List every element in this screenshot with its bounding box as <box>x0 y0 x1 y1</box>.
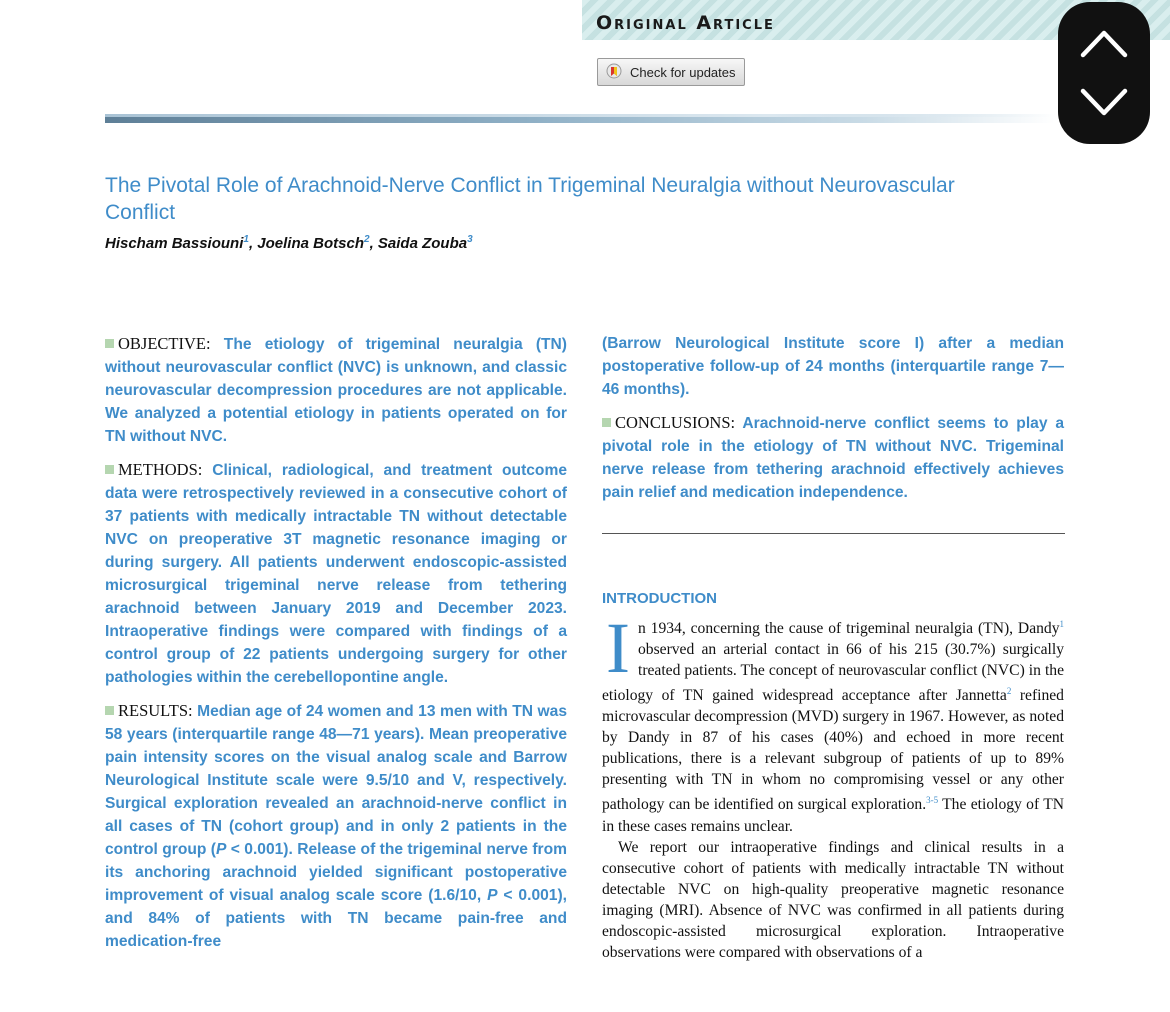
p-value-symbol: P <box>487 887 498 904</box>
header-rule-highlight <box>105 114 1055 117</box>
results-label: RESULTS: <box>118 701 193 720</box>
citation-ref[interactable]: 2 <box>1006 686 1012 697</box>
bullet-square-icon <box>105 706 114 715</box>
abstract-divider <box>602 533 1065 534</box>
page-nav-control <box>1058 2 1150 144</box>
citation-ref[interactable]: 3-5 <box>926 795 939 806</box>
article-title: The Pivotal Role of Arachnoid-Nerve Conflict in Trigeminal Neuralgia without Neurovascular Conflict <box>105 174 955 224</box>
abstract-methods <box>105 458 567 689</box>
chevron-down-icon <box>1074 74 1134 134</box>
author-affiliation[interactable]: 1 <box>243 234 249 245</box>
bullet-square-icon <box>105 465 114 474</box>
bullet-square-icon <box>105 339 114 348</box>
intro-text: refined microvascular decompression (MVD) surgery in 1967. However, as noted by Dandy in 87 of his cases (40%) and echoed in more recent publications, there is a relevant subgroup of patients of up to 89% presenting with TN in whom no compromising vessel or any other pathology can be identified on surgical exploration. <box>602 687 1064 814</box>
author-affiliation[interactable]: 2 <box>364 234 370 245</box>
abstract-results <box>105 699 567 953</box>
chevron-up-icon <box>1074 12 1134 72</box>
introduction-paragraph <box>602 608 1064 837</box>
abstract-results-continued: (Barrow Neurological Institute score I) after a median postoperative follow-up of 24 months (interquartile range 7—46 months). <box>602 335 1064 398</box>
methods-text: Clinical, radiological, and treatment outcome data were retrospectively reviewed in a consecutive cohort of 37 patients with medically intractable TN without detectable NVC on preoperative 3T magnetic resonance imaging or during surgery. All patients underwent endoscopic-assisted microsurgical trigeminal nerve release from tethering arachnoid between January 2019 and December 2023. Intraoperative findings were compared with findings of a control group of 22 patients undergoing surgery for other pathologies within the cerebellopontine angle. <box>105 462 567 686</box>
introduction-heading: INTRODUCTION <box>602 590 717 607</box>
introduction-paragraph: We report our intraoperative findings and clinical results in a consecutive cohort of patients with medically intractable TN without detectable NVC on high-quality preoperative magnetic resonance imaging (MRI). Absence of NVC was confirmed in all patients during endoscopic-assisted microsurgical exploration. Intraoperative observations were compared with observations of a <box>602 838 1064 961</box>
intro-text: The etiology of TN in these cases remains unclear. <box>602 796 1064 835</box>
scroll-up-button[interactable] <box>1074 12 1134 72</box>
introduction-body <box>602 608 1064 963</box>
conclusions-text: Arachnoid-nerve conflict seems to play a pivotal role in the etiology of TN without NVC. Trigeminal nerve release from tethering arachnoid effectively achieves pain relief and medication independence. <box>602 415 1064 501</box>
abstract-column-left <box>105 332 567 963</box>
intro-text: observed an arterial contact in 66 of his 215 (30.7%) surgically treated patients. The concept of neurovascular conflict (NVC) in the etiology of TN gained widespread acceptance after Jannetta <box>602 641 1064 705</box>
abstract-objective <box>105 332 567 448</box>
drop-cap: I <box>606 608 630 688</box>
p-value-symbol: P <box>215 841 227 858</box>
bullet-square-icon <box>602 418 611 427</box>
results-text: < 0.001). Release of the trigeminal nerve from its anchoring arachnoid yielded significant postoperative improvement of visual analog scale score (1.6/10, <box>105 841 567 904</box>
objective-text: The etiology of trigeminal neuralgia (TN) without neurovascular conflict (NVC) is unknown, and classic neurovascular decompression procedures are not applicable. We analyzed a potential etiology in patients operated on for TN without NVC. <box>105 336 567 445</box>
abstract-column-right <box>602 332 1064 514</box>
author-name: Hischam Bassiouni <box>105 235 244 252</box>
results-text: < 0.001), and 84% of patients with TN became pain-free and medication-free <box>105 887 567 950</box>
bookmark-icon <box>606 63 622 81</box>
objective-label: OBJECTIVE: <box>118 334 211 353</box>
author-affiliation[interactable]: 3 <box>467 234 473 245</box>
abstract-conclusions <box>602 411 1064 504</box>
author-list <box>105 234 473 252</box>
methods-label: METHODS: <box>118 460 203 479</box>
intro-text: n 1934, concerning the cause of trigeminal neuralgia (TN), Dandy <box>637 620 1060 638</box>
check-for-updates-button[interactable] <box>597 58 745 86</box>
check-for-updates-label: Check for updates <box>630 64 736 80</box>
author-separator: , <box>369 235 378 252</box>
conclusions-label: CONCLUSIONS: <box>615 413 736 432</box>
author-name: Joelina Botsch <box>257 235 364 252</box>
author-separator: , <box>248 235 258 252</box>
citation-ref[interactable]: 1 <box>1059 619 1064 629</box>
author-name: Saida Zouba <box>377 235 468 252</box>
section-label: Original Article <box>596 12 775 34</box>
results-text: Median age of 24 women and 13 men with TN was 58 years (interquartile range 48—71 years). Mean preoperative pain intensity scores on the visual analog scale and Barrow Neurological Institute scale were 9.5/10 and V, respectively. Surgical exploration revealed an arachnoid-nerve conflict in all cases of TN (cohort group) and in only 2 patients in the control group ( <box>105 703 567 858</box>
scroll-down-button[interactable] <box>1074 74 1134 134</box>
